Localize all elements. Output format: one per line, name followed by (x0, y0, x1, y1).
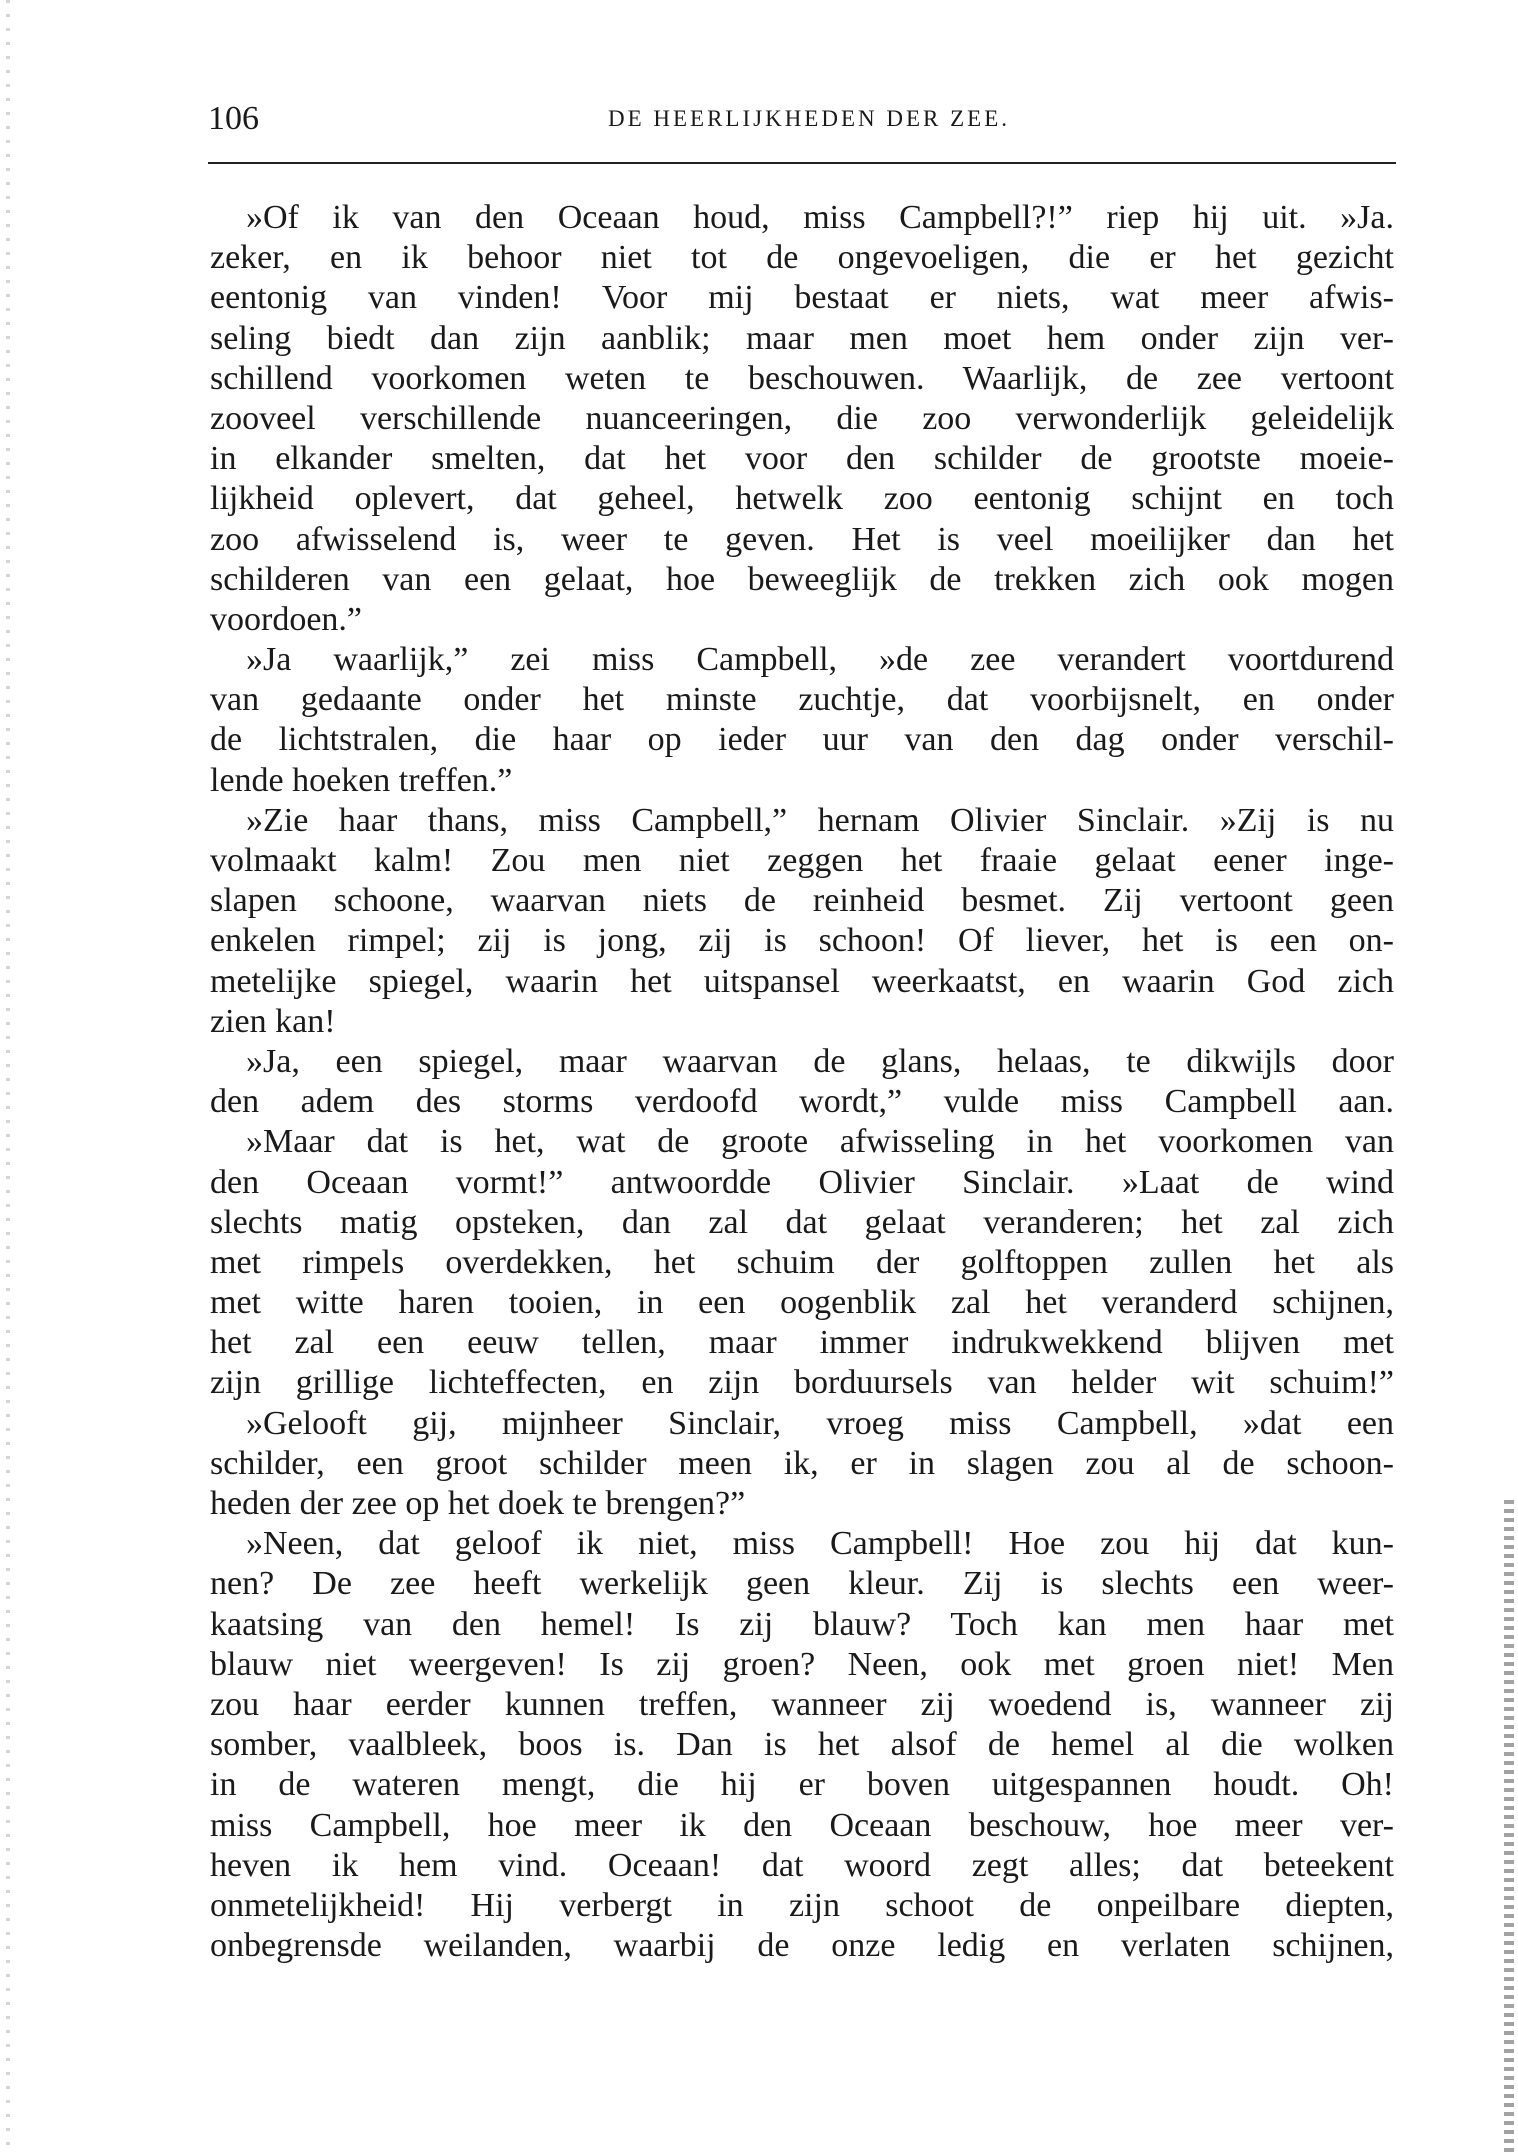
text-line: »Maar dat is het, wat de groote afwisseling in het voorkomen van (246, 1123, 1394, 1161)
text-line: schilderen van een gelaat, hoe beweeglijk de trekken zich ook mogen (210, 560, 1394, 598)
text-line: met rimpels overdekken, het schuim der golftoppen zullen het als (210, 1243, 1394, 1281)
text-line: miss Campbell, hoe meer ik den Oceaan beschouw, hoe meer ver- (210, 1806, 1394, 1844)
text-line: schilder, een groot schilder meen ik, er in slagen zou al de schoon- (210, 1444, 1394, 1482)
text-line: in de wateren mengt, die hij er boven uitgespannen houdt. Oh! (210, 1766, 1394, 1804)
text-line: somber, vaalbleek, boos is. Dan is het alsof de hemel al die wolken (210, 1726, 1394, 1764)
text-line: seling biedt dan zijn aanblik; maar men moet hem onder zijn ver- (210, 319, 1394, 357)
text-line: de lichtstralen, die haar op ieder uur van den dag onder verschil- (210, 721, 1394, 759)
text-line: blauw niet weergeven! Is zij groen? Neen, ook met groen niet! Men (210, 1645, 1394, 1683)
text-line: voordoen.” (210, 600, 363, 638)
scan-edge-right (1504, 1500, 1514, 2156)
text-line: van gedaante onder het minste zuchtje, dat voorbijsnelt, en onder (210, 681, 1394, 719)
text-line: den adem des storms verdoofd wordt,” vulde miss Campbell aan. (210, 1083, 1394, 1121)
text-line: eentonig van vinden! Voor mij bestaat er niets, wat meer afwis- (210, 279, 1394, 317)
text-line: den Oceaan vormt!” antwoordde Olivier Sinclair. »Laat de wind (210, 1163, 1394, 1201)
text-line: zooveel verschillende nuanceeringen, die zoo verwonderlijk geleidelijk (210, 399, 1394, 437)
text-line: zeker, en ik behoor niet tot de ongevoeligen, die er het gezicht (210, 239, 1394, 277)
text-line: met witte haren tooien, in een oogenblik zal het veranderd schijnen, (210, 1284, 1394, 1322)
text-line: enkelen rimpel; zij is jong, zij is schoon! Of liever, het is een on- (210, 922, 1394, 960)
running-head: DE HEERLIJKHEDEN DER ZEE. (607, 106, 1011, 131)
text-line: zijn grillige lichteffecten, en zijn borduursels van helder wit schuim!” (210, 1364, 1394, 1402)
text-line: het zal een eeuw tellen, maar immer indrukwekkend blijven met (210, 1324, 1394, 1362)
body-text (210, 198, 1394, 1966)
header-rule (208, 162, 1396, 164)
text-line: heven ik hem vind. Oceaan! dat woord zegt alles; dat beteekent (210, 1846, 1394, 1884)
text-line: »Of ik van den Oceaan houd, miss Campbell?!” riep hij uit. »Ja. (246, 199, 1394, 236)
text-line: zou haar eerder kunnen treffen, wanneer zij woedend is, wanneer zij (210, 1685, 1394, 1723)
text-line: kaatsing van den hemel! Is zij blauw? Toch kan men haar met (210, 1605, 1394, 1643)
text-line: metelijke spiegel, waarin het uitspansel weerkaatst, en waarin God zich (210, 962, 1394, 1000)
text-line: schillend voorkomen weten te beschouwen. Waarlijk, de zee vertoont (210, 359, 1394, 397)
text-line: »Gelooft gij, mijnheer Sinclair, vroeg miss Campbell, »dat een (246, 1404, 1394, 1442)
text-line: slechts matig opsteken, dan zal dat gelaat veranderen; het zal zich (210, 1203, 1394, 1241)
text-line: »Zie haar thans, miss Campbell,” hernam Olivier Sinclair. »Zij is nu (246, 801, 1394, 839)
text-line: nen? De zee heeft werkelijk geen kleur. Zij is slechts een weer- (210, 1565, 1394, 1603)
text-line: »Ja waarlijk,” zei miss Campbell, »de zee verandert voortdurend (246, 641, 1394, 679)
text-line: onbegrensde weilanden, waarbij de onze ledig en verlaten schijnen, (210, 1927, 1394, 1965)
text-line: in elkander smelten, dat het voor den schilder de grootste moeie- (210, 440, 1394, 478)
text-line: »Neen, dat geloof ik niet, miss Campbell! Hoe zou hij dat kun- (246, 1525, 1394, 1563)
page-number: 106 (208, 100, 259, 137)
text-line: lende hoeken treffen.” (210, 761, 513, 799)
text-line: lijkheid oplevert, dat geheel, hetwelk zoo eentonig schijnt en toch (210, 480, 1394, 518)
text-line: slapen schoone, waarvan niets de reinheid besmet. Zij vertoont geen (210, 882, 1394, 920)
text-line: »Ja, een spiegel, maar waarvan de glans, helaas, te dikwijls door (246, 1042, 1394, 1080)
text-line: volmaakt kalm! Zou men niet zeggen het fraaie gelaat eener inge- (210, 842, 1394, 879)
text-line: zoo afwisselend is, weer te geven. Het is veel moeilijker dan het (210, 520, 1394, 558)
text-line: onmetelijkheid! Hij verbergt in zijn schoot de onpeilbare diepten, (210, 1886, 1394, 1924)
scan-edge-left (6, 0, 10, 2156)
text-line: zien kan! (210, 1002, 336, 1040)
text-line: heden der zee op het doek te brengen?” (210, 1485, 746, 1522)
